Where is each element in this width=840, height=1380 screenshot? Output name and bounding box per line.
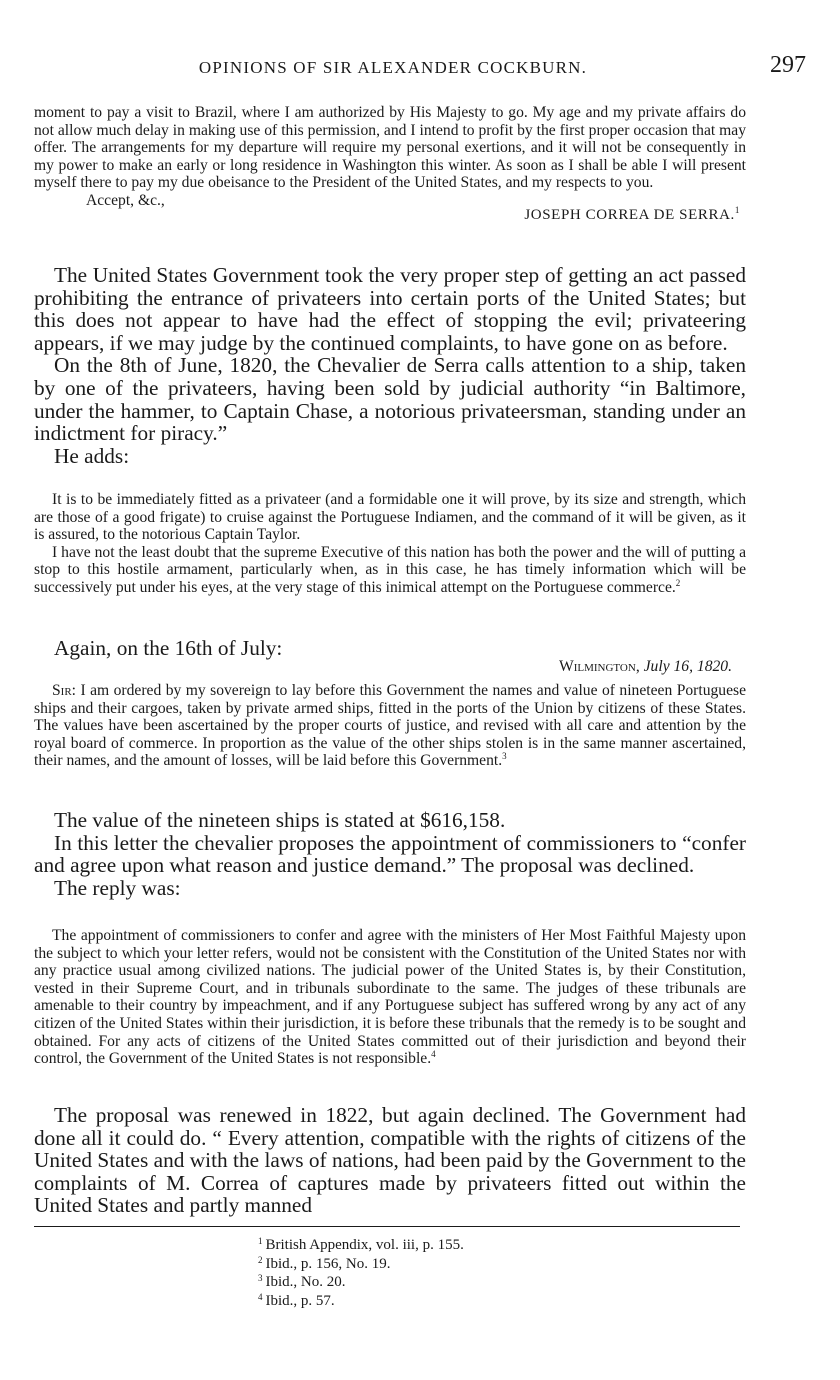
body-block-1 (34, 264, 746, 467)
body-block-3 (34, 809, 746, 899)
paragraph-government: The United States Government took the very proper step of getting an act passed prohibiting the entrance of privateers into certain ports of the United States; but this does not appear to have had the effect of stopping the evil; privateering appears, if we may judge by the continued complaints, to have gone on as before. (34, 263, 746, 355)
quote-reply (34, 927, 746, 1068)
footnote-text: Ibid., p. 156, No. 19. (265, 1255, 391, 1272)
quote-doubt (34, 544, 746, 597)
dateline-date: July 16, 1820. (643, 658, 732, 675)
letter-block (34, 104, 746, 226)
signature-text: JOSEPH CORREA DE SERRA. (524, 206, 735, 223)
footnote-3 (258, 1273, 464, 1292)
footnotes (258, 1236, 464, 1310)
letter-continuation: moment to pay a visit to Brazil, where I am authorized by His Majesty to go. My age and my private affairs do not allow much delay in making use of this permission, and I intend to profit by the first proper occasion that may offer. The arrangements for my departure will require my personal exertions, and it will not be consequently in my power to make an early or long residence in Washington this winter. As soon as I shall be able I will present myself there to pay my due obeisance to the President of the United States, and my respects to you. (34, 104, 746, 192)
quote-fitted: It is to be immediately fitted as a privateer (and a formidable one it will prove, by its size and strength, which are those of a good frigate) to cruise against the Portuguese Indiamen, and the command of it will be given, as it is assured, to the notorious Captain Taylor. (34, 491, 746, 544)
running-title: OPINIONS OF SIR ALEXANDER COCKBURN. (198, 58, 588, 77)
dateline-place: Wilmington, (558, 658, 640, 675)
footnote-mark: 2 (258, 1254, 263, 1265)
quote-block-3 (34, 927, 746, 1068)
footnote-1 (258, 1236, 464, 1255)
footnote-text: Ibid., p. 57. (265, 1292, 335, 1309)
salutation: Sir: (52, 682, 77, 699)
page-header (36, 52, 806, 82)
body-block-4 (34, 1104, 746, 1217)
paragraph-june: On the 8th of June, 1820, the Chevalier de Serra calls attention to a ship, taken by one of the privateers, having been sold by judicial authority “in Baltimore, under the hammer, to Captain Chase, a notorious privateersman, standing under an indictment for piracy.” (34, 353, 746, 446)
quote-block-2 (34, 682, 746, 770)
page-number: 297 (770, 52, 806, 78)
quote-sir-text: I am ordered by my sovereign to lay before this Government the names and value of nineteen Portuguese ships and their cargoes, taken by private armed ships, fitted in the ports of the Union by citizens of these States. The values have been ascertained by the proper courts of justice, and revised with all care and attention by the royal board of commerce. In proportion as the value of the other ships stolen is in the same manner ascertained, their names, and the amount of losses, will be laid before this Government. (34, 682, 746, 770)
quote-sir (34, 682, 746, 770)
paragraph-reply-was: The reply was: (54, 875, 181, 900)
footnote-ref-3: 3 (502, 751, 507, 762)
dateline-block (34, 656, 746, 678)
footnote-text: British Appendix, vol. iii, p. 155. (265, 1237, 464, 1253)
paragraph-letter: In this letter the chevalier proposes the appointment of commissioners to “confer and agree upon what reason and justice demand.” The proposal was declined. (34, 830, 746, 878)
paragraph-value: The value of the nineteen ships is stated at $616,158. (54, 808, 506, 832)
footnote-4 (258, 1292, 464, 1311)
footnote-divider (34, 1226, 740, 1227)
footnote-mark: 4 (258, 1291, 263, 1302)
quote-block-1 (34, 491, 746, 597)
paragraph-again: Again, on the 16th of July: (54, 636, 283, 660)
dateline (34, 656, 746, 678)
footnote-ref-1: 1 (734, 204, 740, 215)
quote-doubt-text: I have not the least doubt that the supreme Executive of this nation has both the power and the will of putting a stop to this hostile armament, particularly when, as in this case, he has timely information which will be successively put under his eyes, at the very stage of this inimical attempt on the Portuguese commerce. (34, 543, 746, 596)
footnote-2 (258, 1255, 464, 1274)
paragraph-renewed: The proposal was renewed in 1822, but again declined. The Government had done all it could do. “ Every attention, compatible with the rights of citizens of the United States and with the laws of nations, had been paid by the Government to the complaints of M. Correa of captures made by privateers fitted out within the United States and partly manned (34, 1103, 746, 1218)
footnote-ref-4: 4 (431, 1049, 436, 1060)
footnote-text: Ibid., No. 20. (265, 1274, 346, 1290)
quote-reply-text: The appointment of commissioners to confer and agree with the ministers of Her Most Faithful Majesty upon the subject to which your letter refers, would not be consistent with the Constitution of the United States nor with any practice usual among civilized nations. The judicial power of the United States is, by their Constitution, vested in their Supreme Court, and in tribunals subordinate to the same. The judges of these tribunals are amenable to their country by impeachment, and if any Portuguese subject has suffered wrong by any act of any citizen of the United States within their jurisdiction, it is before these tribunals that the remedy is to be sought and obtained. For any acts of citizens of the United States committed out of their jurisdiction and beyond their control, the Government of the United States is not responsible. (34, 927, 746, 1068)
footnote-ref-2: 2 (675, 577, 681, 588)
paragraph-he-adds: He adds: (54, 443, 130, 468)
footnote-mark: 3 (258, 1273, 263, 1283)
letter-closing: Accept, &c., (86, 191, 165, 209)
footnote-mark: 1 (258, 1236, 263, 1246)
